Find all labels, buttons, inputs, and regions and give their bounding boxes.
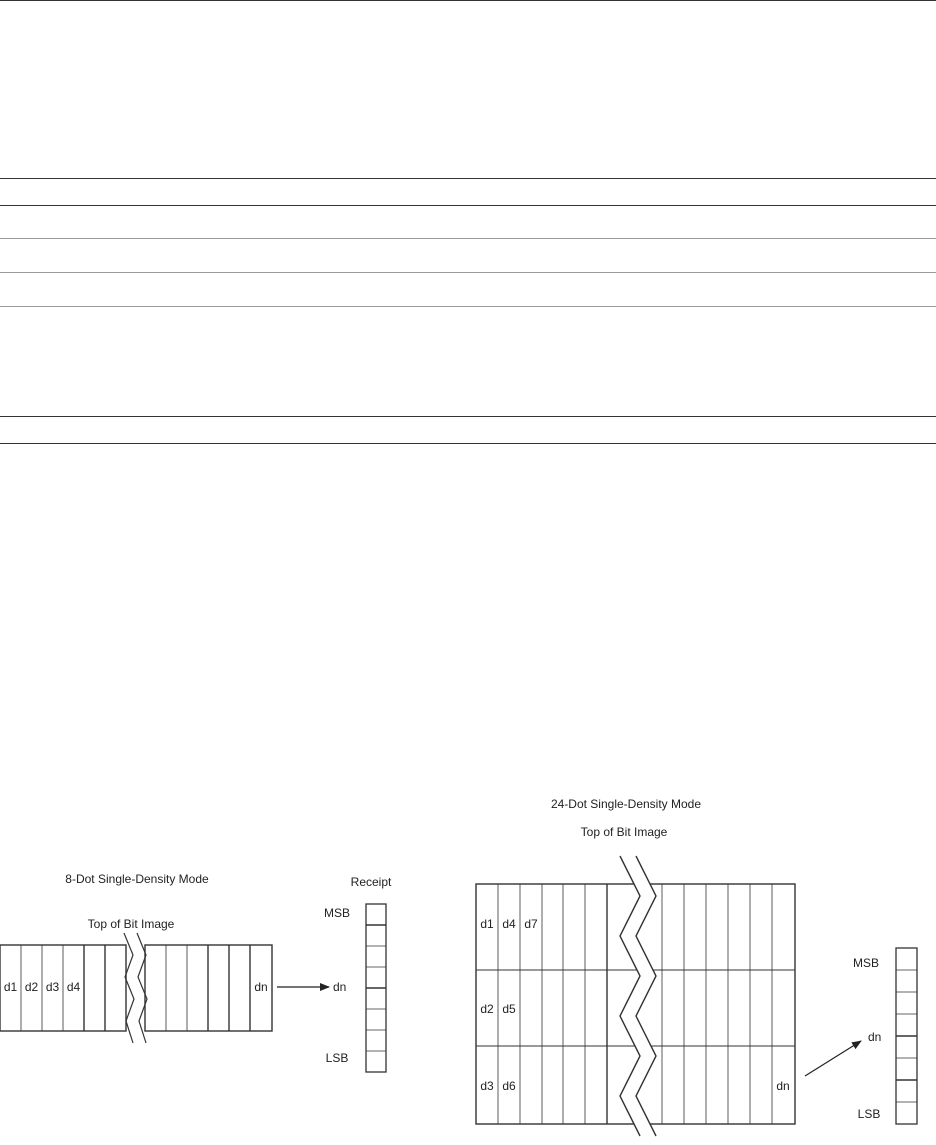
- figure-24dot: [476, 797, 917, 1136]
- figure-8dot-title: 8-Dot Single-Density Mode: [65, 872, 209, 886]
- figure-24dot-cell-dn: dn: [776, 1079, 790, 1093]
- figure-8dot-lsb: LSB: [325, 1051, 349, 1065]
- figure-24dot-arrow-target: dn: [868, 1030, 882, 1044]
- figure-24dot-cell-d1: d1: [480, 917, 494, 931]
- figure-24dot-msb: MSB: [852, 956, 880, 970]
- figure-24dot-title: 24-Dot Single-Density Mode: [550, 797, 702, 811]
- figure-8dot-break-mark: [124, 933, 147, 1043]
- figure-8dot-col-d4: d4: [66, 980, 81, 994]
- figure-24dot-cell-d4: d4: [502, 917, 516, 931]
- figure-8dot-byte-column: [366, 904, 386, 1072]
- figure-8dot-col-dn: dn: [254, 980, 268, 994]
- figure-8dot: [0, 872, 392, 1072]
- figure-24dot-arrow: [805, 1041, 861, 1076]
- figure-24dot-cell-d3: d3: [480, 1079, 494, 1093]
- figure-24dot-cell-d2: d2: [480, 1002, 494, 1016]
- figure-24dot-byte-column: [896, 948, 917, 1124]
- figure-8dot-col-d2: d2: [24, 980, 39, 994]
- figure-24dot-cell-d5: d5: [502, 1002, 516, 1016]
- figure-8dot-msb: MSB: [323, 906, 351, 920]
- figure-24dot-lsb: LSB: [857, 1107, 881, 1121]
- figure-8dot-col-d1: d1: [3, 980, 18, 994]
- figure-8dot-strip-left: [0, 945, 126, 1031]
- figure-8dot-strip-right: [145, 945, 272, 1031]
- figure-24dot-cell-d7: d7: [524, 917, 538, 931]
- figure-8dot-top-label: Top of Bit Image: [87, 917, 175, 931]
- figure-8dot-receipt-label: Receipt: [350, 875, 392, 889]
- figure-24dot-break-mark: [620, 856, 656, 1136]
- figure-8dot-arrow-target: dn: [333, 980, 347, 994]
- figure-24dot-cell-d6: d6: [502, 1079, 516, 1093]
- figure-8dot-col-d3: d3: [45, 980, 60, 994]
- figure-24dot-top-label: Top of Bit Image: [580, 825, 668, 839]
